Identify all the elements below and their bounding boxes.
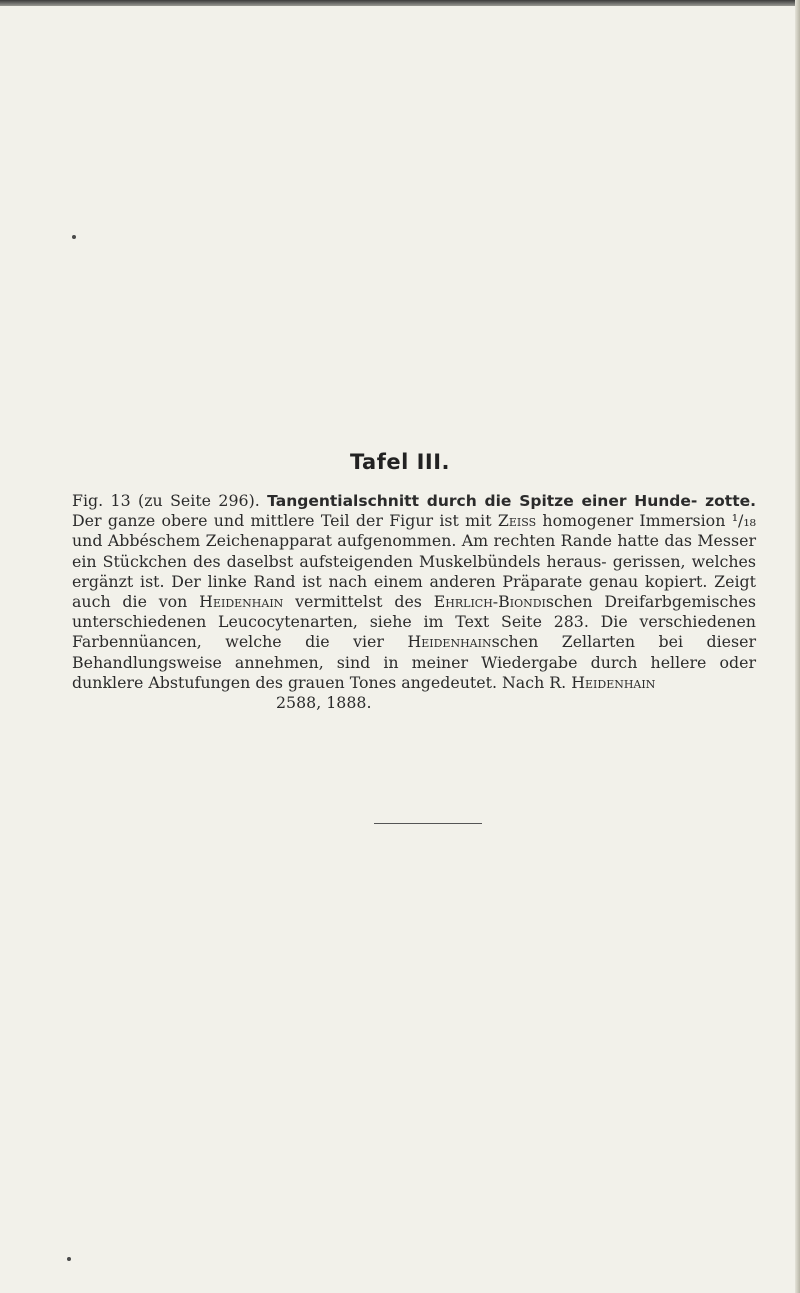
paper-speck (72, 235, 76, 239)
figure-title: Tangentialschnitt durch die Spitze einer Hunde- zotte. (267, 492, 757, 510)
caption-text: schen Zellarten bei dieser Behandlungsweise annehmen, sind in meiner Wiedergabe durch hellere oder dunklere Abstufungen des grauen Tones angedeutet. Nach R. (72, 632, 756, 692)
figure-caption (72, 491, 756, 713)
top-edge-shadow (0, 0, 800, 6)
section-divider (374, 823, 482, 824)
page-reference: (zu Seite 296). (130, 491, 268, 510)
magnification-fraction: ¹/₁₈ (731, 511, 757, 531)
paper-speck (67, 1257, 71, 1261)
caption-text: Der ganze obere und mittlere Teil der Figur ist mit (72, 511, 498, 531)
right-page-edge (795, 0, 800, 1293)
caption-text: und Abbéschem Zeichenapparat aufgenommen. Am rechten Rande hatte das Messer ein Stückchen des daselbst aufsteigenden Muskelbündels heraus- gerissen, welches ergänzt ist. Der linke Rand ist nach einem anderen Präparate genau kopiert. Zeigt auch die von (72, 531, 756, 612)
citation: 2588, 1888. (276, 693, 372, 713)
figure-label: Fig. 13 (72, 491, 131, 510)
author-name: Heidenhain (571, 672, 656, 692)
caption-text: homogener Immersion (536, 511, 732, 531)
caption-text: vermittelst des (283, 592, 434, 612)
caption-text: schen Dreifarbgemisches unterschiedenen Leucocytenarten, siehe im Text Seite 283. Die verschiedenen Farbennüancen, welche die vier (72, 592, 756, 652)
author-name: Ehrlich-Biondi (433, 592, 546, 612)
plate-title: Tafel III. (349, 450, 451, 474)
author-name: Heidenhain (407, 632, 492, 652)
author-name: Zeiss (497, 511, 537, 531)
author-name: Heidenhain (199, 592, 284, 612)
